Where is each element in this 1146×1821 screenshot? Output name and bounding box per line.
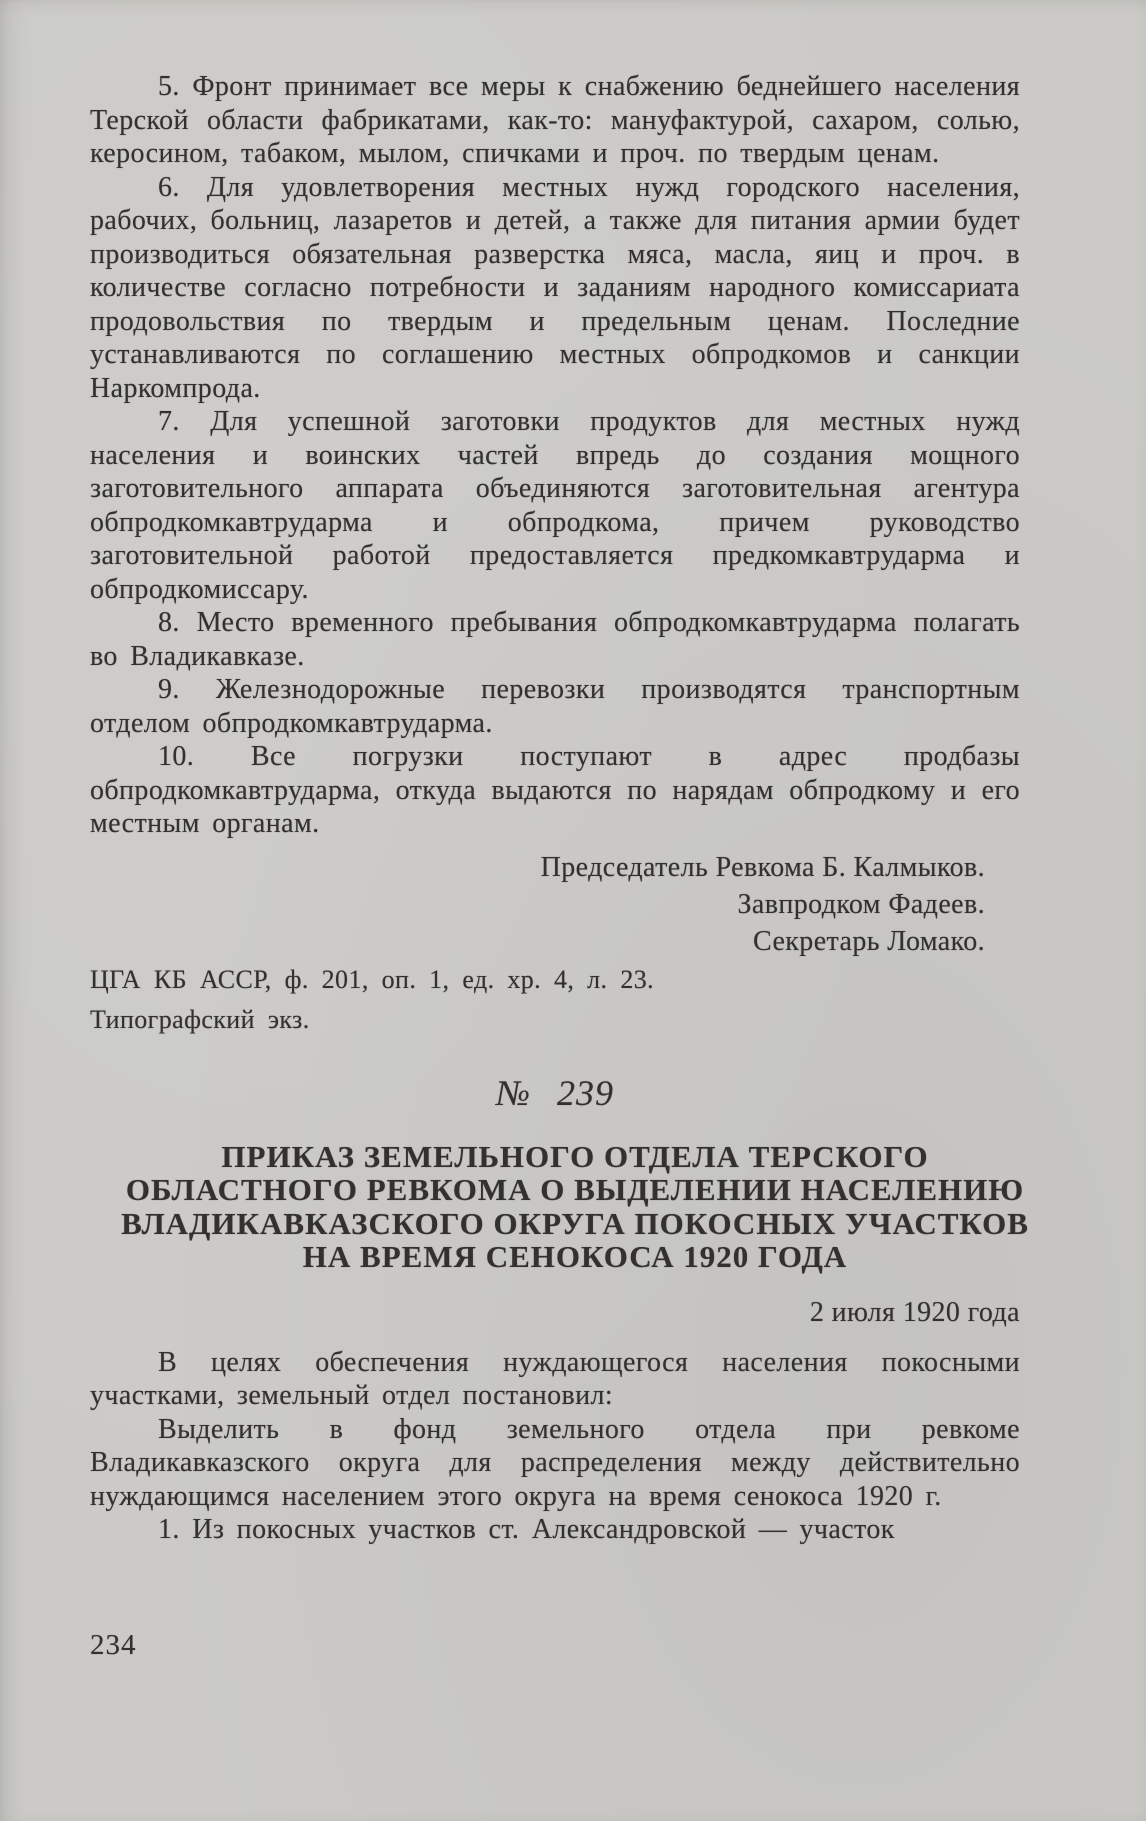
paragraph-item-1: 1. Из покосных участков ст. Александровской — участок — [158, 1514, 895, 1545]
document-number: № 239 — [496, 1072, 614, 1113]
paragraph-item-10: 10. Все погрузки поступают в адрес продбазы обпродкомкавтрударма, откуда выдаются по нарядам обпродкому и его местным органам. — [90, 741, 1020, 839]
document-date: 2 июля 1920 года — [809, 1296, 1020, 1328]
paragraph-item-8: 8. Место временного пребывания обпродкомкавтрударма полагать во Владикавказе. — [90, 607, 1020, 672]
decree-continuation — [90, 70, 1020, 1040]
archive-reference: ЦГА КБ АССР, ф. 201, оп. 1, ед. хр. 4, л. 23. — [90, 964, 655, 994]
copy-note: Типографский экз. — [90, 1004, 310, 1034]
paragraph-item-9: 9. Железнодорожные перевозки производятся транспортным отделом обпродкомкавтрударма. — [90, 674, 1020, 739]
decree-239 — [90, 1070, 1029, 1547]
document-title — [90, 1140, 1060, 1274]
signature-line-supply-head: Завпродком Фадеев. — [737, 888, 985, 920]
paragraph-resolution: Выделить в фонд земельного отдела при ревкоме Владикавказского округа для распределения между действительно нуждающимся населением этого округа на время сенокоса 1920 г. — [90, 1413, 1020, 1512]
archive-block — [90, 960, 1020, 1040]
signature-line-chairman: Председатель Ревкома Б. Калмыков. — [540, 851, 985, 883]
document-title-line: ВЛАДИКАВКАЗСКОГО ОКРУГА ПОКОСНЫХ УЧАСТКОВ — [121, 1205, 1029, 1241]
document-title-line: ОБЛАСТНОГО РЕВКОМА О ВЫДЕЛЕНИИ НАСЕЛЕНИЮ — [125, 1172, 1025, 1207]
signature-block — [90, 849, 1020, 960]
document-title-line: ПРИКАЗ ЗЕМЕЛЬНОГО ОТДЕЛА ТЕРСКОГО — [221, 1138, 929, 1174]
signature-line-secretary: Секретарь Ломако. — [753, 925, 985, 957]
paragraph-preamble: В целях обеспечения нуждающегося населения покосными участками, земельный отдел постановил: — [90, 1346, 1020, 1411]
decree-239-body — [90, 1346, 1020, 1547]
paragraph-item-7: 7. Для успешной заготовки продуктов для местных нужд населения и воинских частей впредь до создания мощного заготовительного аппарата объединяются заготовительная агентура обпродкомкавтрударма и обпродкома, причем руководство заготовительной работой предоставляется предкомкавтрударма и обпродкомиссару. — [90, 406, 1020, 605]
page-number: 234 — [90, 1629, 137, 1661]
paragraph-item-5: 5. Фронт принимает все меры к снабжению беднейшего населения Терской области фабрикатами, как-то: мануфактурой, сахаром, солью, керосином, табаком, мылом, спичками и проч. по твердым ценам. — [90, 71, 1020, 169]
paragraph-item-6: 6. Для удовлетворения местных нужд городского населения, рабочих, больниц, лазаретов и детей, а также для питания армии будет производиться обязательная разверстка мяса, масла, яиц и проч. в количестве согласно потребности и заданиям народного комиссариата продовольствия по твердым и предельным ценам. Последние устанавливаются по соглашению местных обпродкомов и санкции Наркомпрода. — [90, 171, 1020, 404]
document-title-line: НА ВРЕМЯ СЕНОКОСА 1920 ГОДА — [302, 1239, 848, 1274]
